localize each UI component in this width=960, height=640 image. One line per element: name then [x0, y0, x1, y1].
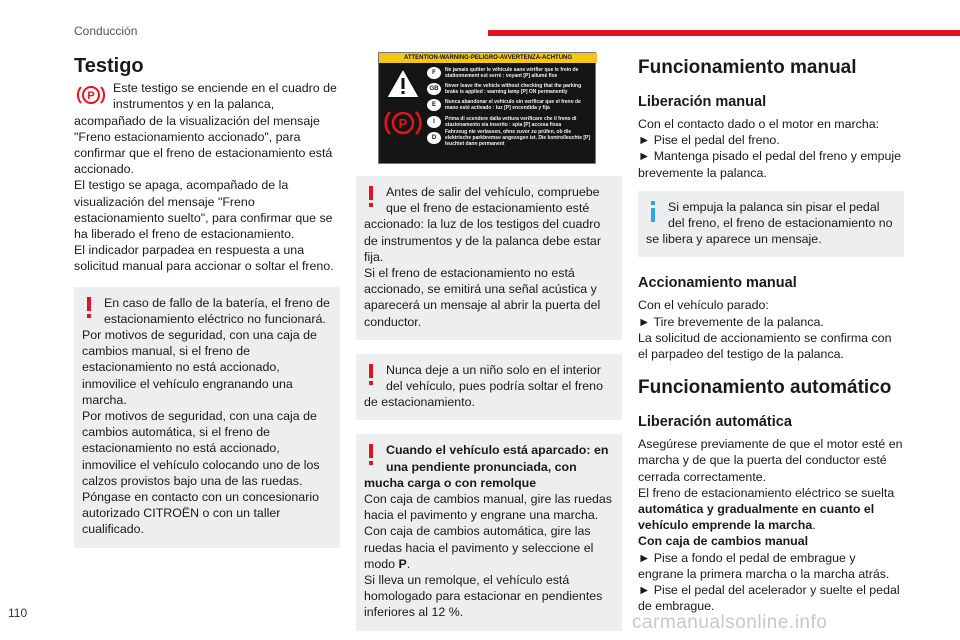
page-number: 110 — [8, 606, 28, 620]
label-row-text: Ne jamais quitter le véhicule sans vérifier que le frein de stationnement est serré : voyant [P] allumé fixe — [445, 67, 579, 80]
warning-label-plate — [378, 52, 596, 164]
label-row — [427, 114, 595, 130]
warning-text: Por motivos de seguridad, con una caja de cambios automática, si el freno de estacionamiento no está accionado, inmovilice el vehículo colocando uno de los calzos provistos bajo una de las ruedas. — [82, 409, 320, 488]
warning-text: Con caja de cambios automática, gire las ruedas hacia el pavimento y seleccione el modo P. — [364, 524, 594, 571]
header-accent-bar — [488, 30, 960, 36]
info-box — [638, 191, 904, 258]
label-row-text: Prima di scendere dalla vettura verificare che il freno di stazionamento sia inserito : spia [P] accesa fissa — [445, 115, 577, 128]
label-row — [427, 97, 595, 113]
section-title: Conducción — [74, 24, 138, 38]
step-text: ► Pise el pedal del freno. — [638, 133, 780, 148]
warning-icon — [364, 186, 378, 210]
parking-brake-icon — [74, 82, 108, 108]
warning-triangle-icon — [383, 65, 423, 101]
heading-testigo: Testigo — [74, 55, 144, 77]
label-row-text: Nunca abandonar el vehículo sin verificar que el freno de mano esté activado : luz [P] encendida y fija — [445, 99, 581, 112]
warning-icon — [364, 364, 378, 388]
warning-box-child — [356, 354, 622, 421]
body-text: Asegúrese previamente de que el motor esté en marcha y de que la puerta del conductor esté cerrada correctamente. — [638, 437, 903, 484]
column-left — [74, 52, 340, 548]
warning-box-before-leaving — [356, 176, 622, 340]
step-text: ► Mantenga pisado el pedal del freno y empuje brevemente la palanca. — [638, 149, 901, 180]
warning-text: Nunca deje a un niño solo en el interior del vehículo, pues podría soltar el freno de estacionamiento. — [364, 362, 603, 410]
language-code: E — [427, 99, 441, 111]
language-code: D — [427, 132, 441, 144]
svg-text:P: P — [87, 90, 95, 103]
label-header: ATTENTION-WARNING-PELIGRO-AVVERTENZA-ACHTUNG — [379, 53, 597, 63]
step-text: Con el contacto dado o el motor en marcha: — [638, 117, 880, 131]
label-rows — [427, 65, 595, 146]
step-text: ► Pise el pedal del acelerador y suelte el pedal de embrague. — [638, 583, 900, 614]
figure-warning-label — [356, 52, 622, 164]
language-code: F — [427, 67, 441, 79]
column-middle — [356, 52, 622, 631]
warning-text: En caso de fallo de la batería, el freno de estacionamiento eléctrico no funcionará. — [104, 295, 330, 326]
testigo-intro-1: Este testigo se enciende en el cuadro de instrumentos y en la palanca, acompañado de la visualización del mensaje "Freno estacionamiento accionado", para confirmar que el freno de estacionamiento está accionado. — [74, 81, 337, 177]
language-code: GB — [427, 83, 441, 95]
step-text: ► Pise a fondo el pedal de embrague y engrane la primera marcha o la marcha atrás. — [638, 550, 890, 581]
column-right — [638, 52, 904, 614]
testigo-intro-2: El testigo se apaga, acompañado de la visualización del mensaje "Freno estacionamiento suelto", para confirmar que se ha liberado el freno de estacionamiento. — [74, 178, 333, 242]
heading-manual-application: Accionamiento manual — [638, 275, 797, 292]
parking-brake-icon — [381, 105, 425, 141]
label-row — [427, 65, 595, 81]
label-row — [427, 81, 595, 97]
warning-text: Si el freno de estacionamiento no está accionado, se emitirá una señal acústica y aparecerá un mensaje al abrir la puerta del conductor. — [364, 266, 601, 329]
heading-manual-release: Liberación manual — [638, 94, 767, 110]
warning-box-slope — [356, 434, 622, 630]
info-icon — [646, 201, 660, 225]
subheading-manual-gearbox: Con caja de cambios manual — [638, 534, 809, 549]
warning-text: Por motivos de seguridad, con una caja de cambios manual, si el freno de estacionamiento no está accionado, inmovilice el vehículo engranando una marcha. — [82, 328, 317, 407]
heading-automatic-release: Liberación automática — [638, 414, 792, 431]
label-row — [427, 130, 595, 146]
step-text: La solicitud de accionamiento se confirma con el parpadeo del testigo de la palanca. — [638, 330, 892, 362]
warning-title: Cuando el vehículo está aparcado: en una pendiente pronunciada, con mucha carga o con remolque — [364, 443, 609, 490]
step-text: Con el vehículo parado: — [638, 298, 769, 313]
language-code: I — [427, 116, 441, 128]
heading-manual-operation: Funcionamiento manual — [638, 57, 857, 78]
warning-icon — [82, 297, 96, 321]
warning-box-battery — [74, 287, 340, 548]
testigo-intro-3: El indicador parpadea en respuesta a una solicitud manual para accionar o soltar el freno. — [74, 243, 334, 274]
label-row-text: Never leave the vehicle without checking that the parking brake is applied : warning lamp [P] ON permanently — [445, 83, 582, 96]
warning-text: Si lleva un remolque, el vehículo está homologado para estacionar en pendientes inferiores al 12 %. — [364, 573, 603, 620]
svg-text:P: P — [398, 116, 408, 131]
info-text: Si empuja la palanca sin pisar el pedal del freno, el freno de estacionamiento no se libera y aparece un mensaje. — [646, 199, 893, 247]
warning-text: Con caja de cambios manual, gire las ruedas hacia el pavimento y engrane una marcha. — [364, 492, 612, 523]
watermark: carmanualsonline.info — [632, 612, 828, 633]
label-row-text: Fahrzeug nie verlassen, ohne zuvor zu prüfen, ob die elektrische parkbremse angezogen ist. Die kontrolleuchte [P] leuchtet dann permanent — [445, 128, 591, 147]
warning-text: Antes de salir del vehículo, compruebe que el freno de estacionamiento esté accionado: la luz de los testigos del cuadro de instrumentos y de la palanca debe estar fija. — [364, 185, 601, 264]
body-text: El freno de estacionamiento eléctrico se suelta automática y gradualmente en cuanto el vehículo emprende la marcha. — [638, 485, 895, 533]
warning-text: Póngase en contacto con un concesionario autorizado CITROËN o con un taller cualificado. — [82, 490, 319, 537]
step-text: ► Tire brevemente de la palanca. — [638, 314, 824, 329]
warning-icon — [364, 444, 378, 468]
heading-automatic-operation: Funcionamiento automático — [638, 377, 892, 399]
